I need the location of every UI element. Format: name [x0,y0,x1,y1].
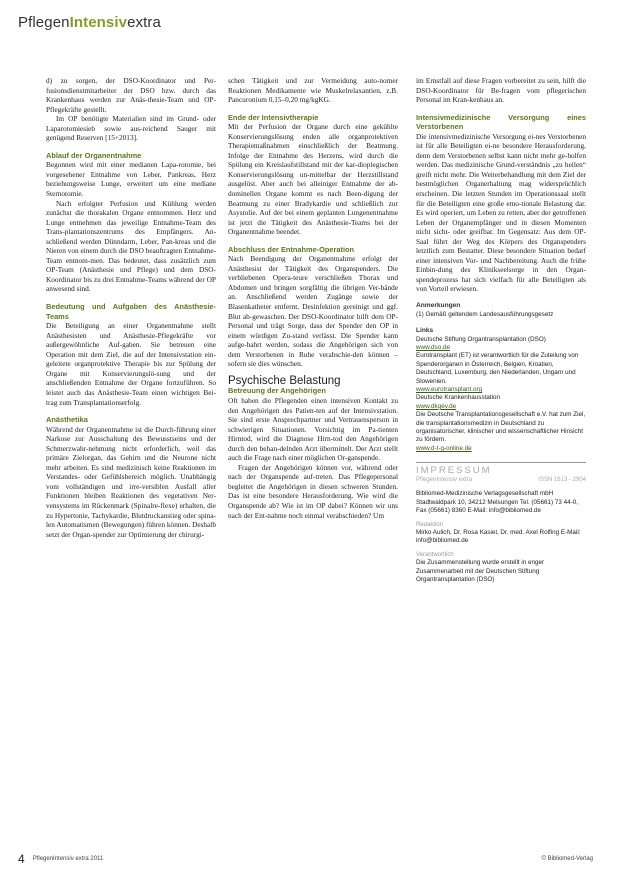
section-heading: Bedeutung und Aufgaben des Anästhesie-Teams [46,302,216,321]
impressum-issn: ISSN 1613 - 2904 [538,476,586,483]
section-title: Psychische Belastung [228,374,341,387]
impressum-responsible: Die Zusammenstellung wurde erstellt in enger Zusammenarbeit mit der Deutschen Stiftung Organtransplantation (DSO) [416,559,545,583]
paragraph: Oft haben die Pflegenden einen intensiven Kontakt zu den Angehörigen des Patien-ten auf der Intensivstation. Sie sind erste Ansprechpartner und Vertrauensperson in schwierigen Situationen. Vorsichtig im Pa-tienten Hirntod, wird die Diagnose Hirn-tod den Angehörigen durch den behan-delnden Arzt übermittelt. Der Arzt stellt auch die Frage nach einer möglichen Or-ganspende. [228,395,398,463]
paragraph: schen Tätigkeit und zur Vermeidung auto-nomer Reaktionen Medikamente wie Muskelrelaxantien, z.B. Pancuronium 0,15–0,20 mg/kgKG. [228,76,398,105]
footer-journal: PflegenIntensiv extra 2011 [32,856,104,862]
link-dtg[interactable]: www.d-t-g-online.de [416,444,472,452]
paragraph: im Ernstfall auf diese Fragen vorbereitet zu sein, hilft die DSO-Koordinator für Be-fragen vom pflegerischen Personal im Kran-kenhaus an. [416,76,586,105]
footer-publisher: © Bibliomed-Verlag [541,856,593,862]
notes-heading: Anmerkungen [416,302,461,310]
impressum-box [416,462,586,584]
section-heading: Ende der Intensivtherapie [228,112,319,122]
section-heading: Intensivmedizinische Versorgung eines Verstorbenen [416,112,586,132]
column-1 [46,76,216,539]
paragraph: Während der Organentnahme ist die Durch-führung einer Narkose zur Ausschaltung des Bewusstseins und der Schmerzwahr-nehmung nicht erforderlich, weil das primäre Zielorgan, das Gehirn und die Neurone nicht mehr arbeiten. Es sind medizinisch keine Reaktionen im Verstandes- oder Gefühlsbereich möglich. Unabhängig vom vollständigen und irre-versiblen Ausfall aller Funktionen bleiben Reaktionen des vegetativen Ner-vensystems im Rückenmark (Spinalre-flexe) erhalten, die zu Hypertonie, Tachykardie, Blutdruckanstieg oder spina-len Automatismen (Bewegungen) führen können. Deshalb setzt der Organ-spender zur Optimierung der chirurgi- [46,424,216,539]
link-description: Deutsche Krankenhausstation [416,394,501,402]
paragraph: Begonnen wird mit einer medianen Lapa-rotomie, bei vorgesehener Entnahme von Leber, Pankreas, Herz beziehungsweise Lunge, erweitert um eine mediane Sternotomie. [46,160,216,199]
paragraph: Mit der Perfusion der Organe durch eine gekühlte Konservierungslösung enden alle organprotektiven Therapiemaßnahmen einschließlich der Beatmung. Infolge der Entnahme des Herzens, wird durch die Spülung ein Kreislaufstillstand mit der kar-dioplegischen Konservierungslösung un-mittelbar der Herzstillstand ausgelöst. Aber auch bei alleiniger Entnahme der ab-dominellen Organe kommt es nach Been-digung der Beatmung zu einer Bradykardie und schließlich zur Asystolie. Auf der bei einem geplanten Lungenentnahme ist jetzt die Tätigkeit des Anästhesie-Teams bei der Organentnahme beendet. [228,122,398,237]
header-highlight: Intensiv [69,14,128,31]
paragraph: Im OP benötigte Materialien sind im Grund- oder Laparotomiesieb sowie aus-reichend Sauger mit genügend Reserven [15+2013]. [46,114,216,143]
impressum-title: IMPRESSUM [416,465,492,477]
paragraph: d) zu sorgen, der DSO-Koordinator und Per-fusionsdienstmitarbeiter der DSO bzw. durch das Krankenhaus werden zur Anäs-thesie-Team und OP-Pflegekräfte gestellt. [46,76,216,114]
impressum-publisher: Bibliomed-Medizinische Verlagsgesellschaft mbH Stadtwaldpark 10, 34212 Melsungen Tel. (05661) 73 44-0, Fax (05661) 8360 E-Mail: info@bibliomed.de [416,490,578,515]
paragraph: Die intensivmedizinische Versorgung ei-nes Verstorbenen ist für alle Beteiligten ei-ne besondere Herausforderung, denn dem Verstorbenen selbst kann nicht mehr ge-holfen werden. Das medizinische Grund-verständnis „zu heilen“ greift nicht mehr. Die Weiterbehandlung mit dem Ziel der bestmöglichen Organerhaltung mag widersprüchlich erscheinen. Die letzten Stunden im Operationssaal stellt für die Beteiligten eine große emo-tionale Belastung dar. Es wird operiert, um Leben zu retten, aber der getroffenen Leben der Organempfänger und in diesen Momenten nicht sicht- oder greifbar. Im Gegensatz: Aus dem OP-Saal führt der Weg des Körpers des Organspenders letztlich zum Bestatter. Diese besondere Situation bedarf einer intensiven Vor- und Nachbereitung. Auch die frühe Einbin-dung des Klinikseelsorge in den Organ-spendeprozess hat sich vielfach für alle Beteiligten als von Vorteil erwiesen. [416,131,586,294]
paragraph: Nach Beendigung der Organentnahme erfolgt der Anästhesist der Tätigkeit des Organspenders. Die verbliebenen Opera-teure verschließen Thorax und Abdomen und bringen sorgfältig die übrigen Ver-bände an. Anschließend werden Zugänge sowie der Blasenkatheter entfernt, Desinfektion gereinigt und ggf. Blut ab-gewaschen. Der DSO-Koordinator hilft dem OP-Personal und trägt Sorge, dass der Spender den OP in einem würdigen Zu-stand verlässt. Die Spender kann aufge-bahrt werden, sodass die Angehörigen sich von dem Verstorbenen in Ruhe verabschie-den können – sofern sie dies wünschen. [228,254,398,369]
link-description: Deutsche Stiftung Organtransplantation (DSO) [416,335,546,343]
impressum-magazine: PflegenIntensiv extra [416,476,473,483]
page-header [18,14,161,31]
link-description: Eurotransplant (ET) ist verantwortlich für die Zuteilung von Spenderorganen in Österreich, Belgien, Kroatien, Deutschland, Luxemburg, den Niederlanden, Ungarn und Slowenien. [416,352,579,385]
header-prefix: Pflegen [18,14,70,31]
paragraph: Die Beteiligung an einer Organentnahme stellt Anästhesisten und Anästhesie-Pflegekräfte vor außergewöhnliche Auf-gaben. Sie betreuen eine Operation mit dem Ziel, die auf der Intensivstation ein-geleitete organprotektive Therapie bis zur Spülung der Organe mit Konservierungslö-sung und der anschließenden Entnahme der Organe fortzuführen. So leistet auch das Anästhesie-Team einen wichtigen Bei-trag zum Transplantationserfolg. [46,321,216,407]
note-item: (1) Gemäß geltendem Landesausführungsgesetz [416,310,554,318]
page-number: 4 [18,852,25,866]
page-footer [18,852,593,866]
section-heading: Anästhetika [46,415,88,425]
impressum-label: Verantwortlich [416,551,454,558]
impressum-label: Redaktion [416,521,444,528]
section-heading: Abschluss der Entnahme-Operation [228,244,355,254]
section-heading: Ablauf der Organentnahme [46,150,142,160]
link-eurotransplant[interactable]: www.eurotransplant.org [416,385,483,393]
link-dkg[interactable]: www.dkgev.de [416,402,457,410]
links-heading: Links [416,326,434,334]
impressum-editors: Mirko Aulich, Dr. Rosa Kasiel, Dr. med. Axel Rolfing E-Mail: info@bibliomed.de [416,528,581,545]
impressum-subline [416,476,586,486]
link-dso[interactable]: www.dso.de [416,343,450,351]
paragraph: Fragen der Angehörigen können vor, während oder nach der Organspende auf-treten. Das Pflegepersonal begleitet die Angehörigen in diesen schweren Stunden. Das ist eine besondere Herausforderung. Wie wird die Organspende ab? Wie ist im OP dabei? Können wir uns nach der Ent-nahme noch einmal verabschieden? Um [228,462,398,520]
link-description: Die Deutsche Transplantationsgesellschaft e.V. hat zum Ziel, die transplantationsmedizin in Deutschland zu organisatorischer, klinischer und wissenschaftlicher Hinsicht zu fördern. [416,411,586,444]
paragraph: Nach erfolgter Perfusion und Kühlung werden zunächst die thorakalen Organe entnommen. Herz und Lunge entnehmen das jeweilige Entnahme-Team des Trans-plantationszentrums des Empfängers. An-schließend werden Dünndarm, Leber, Pan-kreas und die Nieren von einem durch die DSO beauftragten Entnahme-Team entnom-men. Das bedeutet, dass zusätzlich zum OP-Team (Anästhesie und Pflege) und dem DSO-Koordinator bis zu drei Entnahme-Teams während der OP anwesend sind. [46,198,216,294]
column-3 [416,76,586,584]
header-suffix: extra [127,14,161,31]
column-2 [228,76,398,520]
subheading: Betreuung der Angehörigen [228,386,326,396]
